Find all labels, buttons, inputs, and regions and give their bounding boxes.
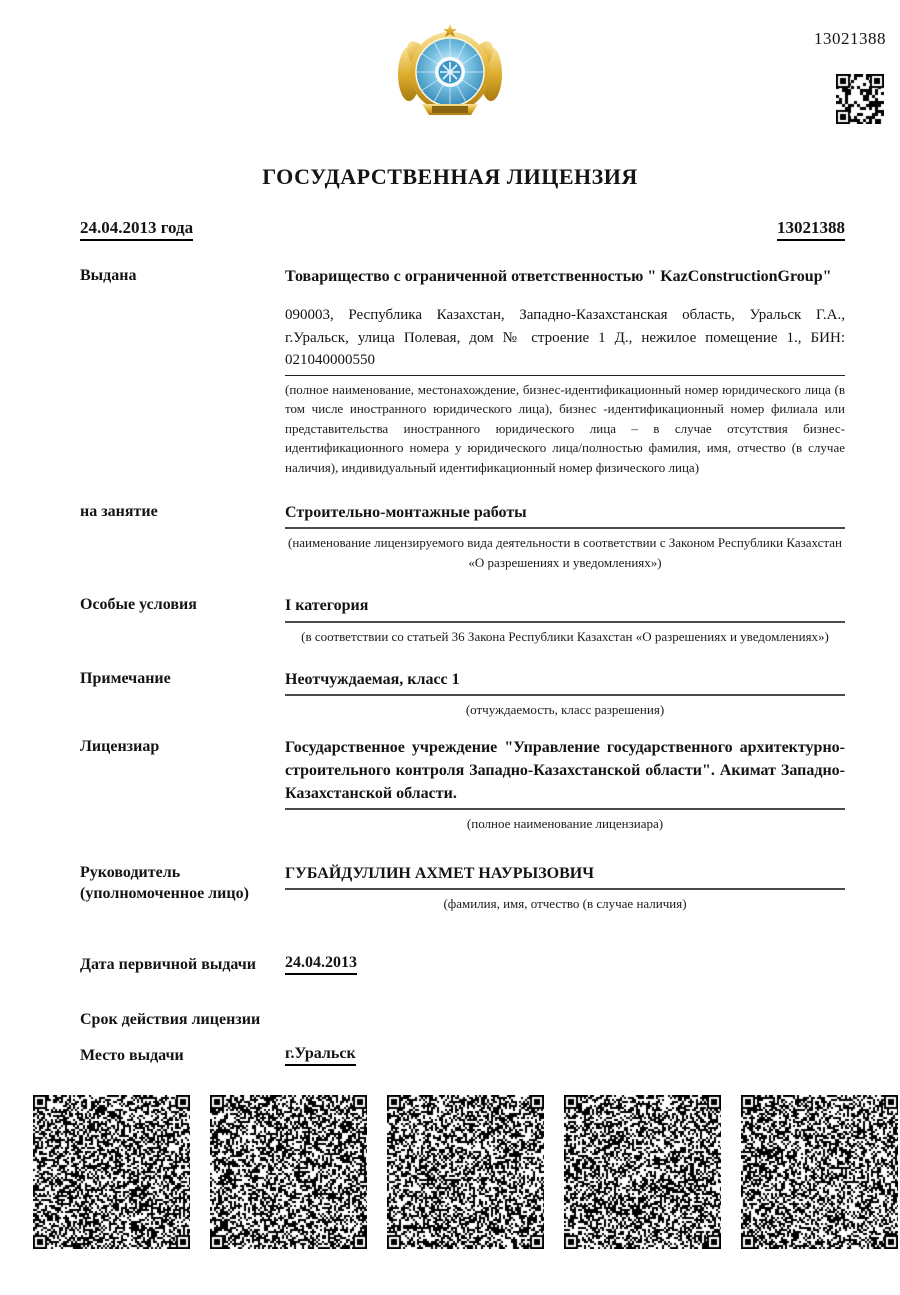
field-validity xyxy=(80,1009,845,1031)
field-licensor xyxy=(80,736,845,834)
field-issued-note: (полное наименование, местонахождение, бизнес-идентификационный номер юридического лица (в том числе иностранного юридического лица), бизнес -идентификационный номер филиала или представительства иностранного юридического лица – в случае отсутствия бизнес-идентификационного номера у юридического лица/полностью фамилия, имя, отчество (в случае наличия), индивидуальный идентификационный номер физического лица) xyxy=(285,381,845,475)
field-activity-value: Строительно-монтажные работы xyxy=(285,504,527,522)
field-head-rule xyxy=(285,888,845,890)
field-first-issue-date-value: 24.04.2013 xyxy=(285,954,357,975)
field-issued-rule xyxy=(285,375,845,376)
field-head-note: (фамилия, имя, отчество (в случае наличия) xyxy=(443,896,687,911)
issue-date-header: 24.04.2013 года xyxy=(80,218,193,241)
field-head xyxy=(80,862,845,914)
field-special-conditions-value: I категория xyxy=(285,597,369,615)
field-activity-rule xyxy=(285,527,845,529)
field-licensor-note: (полное наименование лицензиара) xyxy=(466,816,664,832)
page-title: ГОСУДАРСТВЕННАЯ ЛИЦЕНЗИЯ xyxy=(262,164,638,189)
field-special-conditions xyxy=(80,594,845,646)
field-activity-label: на занятие xyxy=(80,503,158,521)
field-head-value: ГУБАЙДУЛЛИН АХМЕТ НАУРЫЗОВИЧ xyxy=(285,864,594,882)
field-licensor-value: Государственное учреждение "Управление государственного архитектурно-строительного контроля Западно-Казахстанской области". Акимат Западно-Казахстанской области. xyxy=(285,738,845,803)
field-activity xyxy=(80,501,845,572)
security-barcode-icon xyxy=(564,1095,721,1249)
field-special-conditions-label: Особые условия xyxy=(80,596,197,614)
field-issue-place-label: Место выдачи xyxy=(80,1046,184,1064)
field-issued-label: Выдана xyxy=(80,267,137,284)
field-remark-note: (отчуждаемость, класс разрешения) xyxy=(465,702,665,718)
field-issued xyxy=(80,265,845,477)
field-issue-place-value: г.Уральск xyxy=(285,1045,356,1066)
field-issue-place xyxy=(80,1045,845,1067)
document-number-top: 13021388 xyxy=(814,29,886,48)
field-remark-rule xyxy=(285,694,845,696)
field-first-issue-date xyxy=(80,954,845,976)
field-remark xyxy=(80,668,845,720)
field-issued-value: Товарищество с ограниченной ответственностью " KazConstructionGroup" xyxy=(285,268,832,285)
field-validity-label: Срок действия лицензии xyxy=(80,1011,261,1029)
security-barcode-icon xyxy=(387,1095,544,1249)
qr-code-icon xyxy=(836,74,884,124)
license-number-header: 13021388 xyxy=(777,218,845,241)
security-barcode-icon xyxy=(741,1095,898,1249)
meta-row xyxy=(80,218,845,241)
field-remark-label: Примечание xyxy=(80,670,171,688)
field-special-conditions-rule xyxy=(285,621,845,623)
security-barcode-icon xyxy=(210,1095,367,1249)
field-head-label: Руководитель (уполномоченное лицо) xyxy=(80,863,249,903)
field-remark-value: Неотчуждаемая, класс 1 xyxy=(285,671,460,689)
field-issued-address: 090003, Республика Казахстан, Западно-Казахстанская область, Уральск Г.А., г.Уральск, улица Полевая, дом № строение 1 Д., нежилое помещение 1., БИН: 021040000550 xyxy=(285,307,845,369)
field-first-issue-date-label: Дата первичной выдачи xyxy=(80,955,257,973)
document-header xyxy=(0,22,900,148)
kazakhstan-coat-of-arms-icon xyxy=(392,22,508,120)
field-special-conditions-note: (в соответствии со статьей 36 Закона Республики Казахстан «О разрешениях и уведомлениях») xyxy=(301,628,829,644)
field-activity-note: (наименование лицензируемого вида деятельности в соответствии с Законом Республики Казахстан «О разрешениях и уведомлениях») xyxy=(287,535,842,570)
license-body xyxy=(0,218,900,1066)
field-licensor-label: Лицензиар xyxy=(80,737,160,755)
security-barcode-strip xyxy=(33,1095,898,1249)
field-licensor-rule xyxy=(285,808,845,810)
security-barcode-icon xyxy=(33,1095,190,1249)
